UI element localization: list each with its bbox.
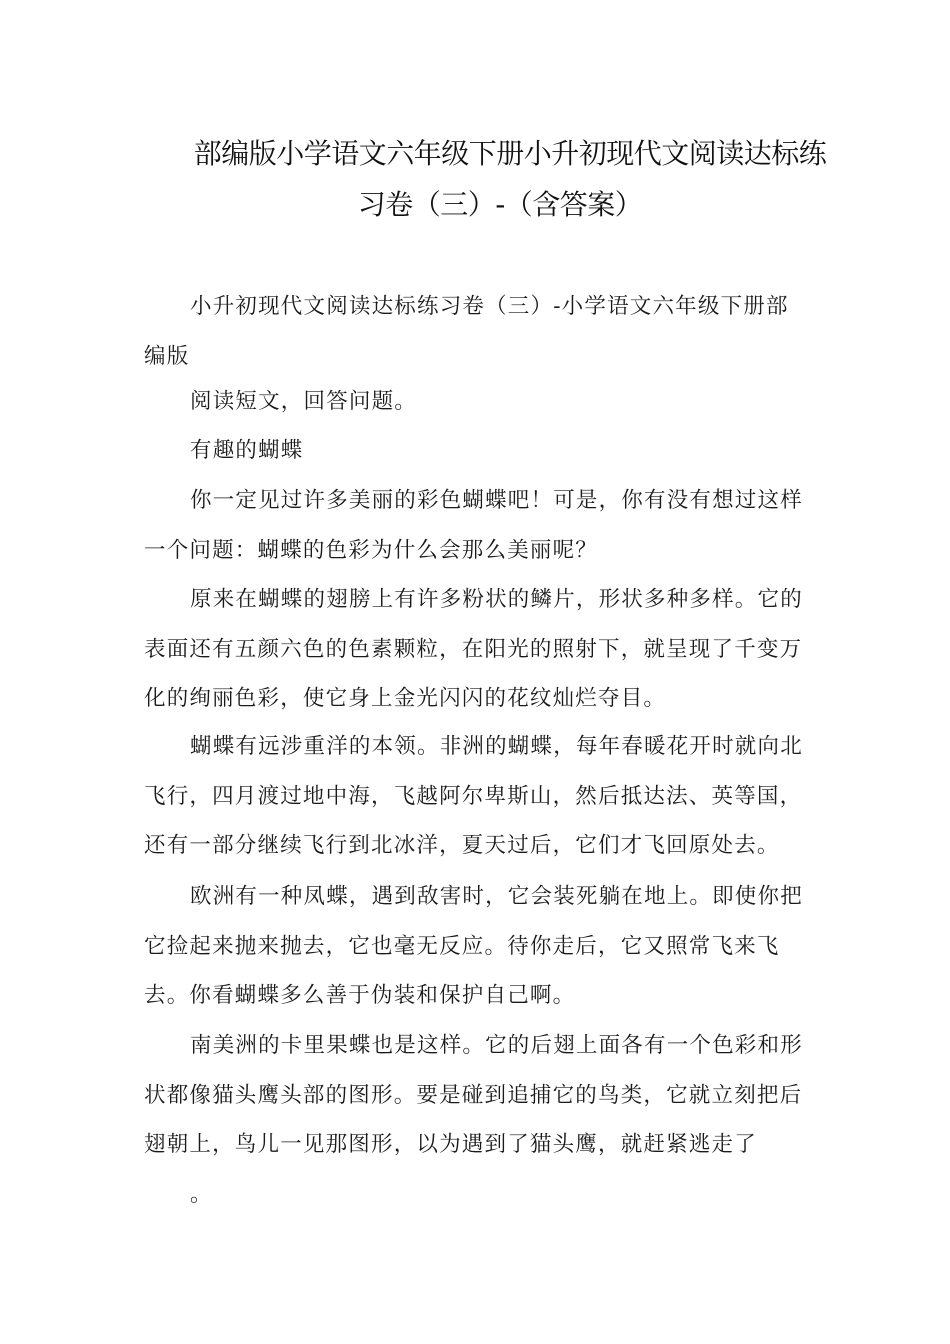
paragraph-text: 原来在蝴蝶的翅膀上有许多粉状的鳞片，形状多种多样。它的表面还有五颜六色的色素颗粒，在阳光的照射下，就呈现了千变万化的绚丽色彩，使它身上金光闪闪的花纹灿烂夺目。 <box>144 587 803 711</box>
paragraph-text: 南美洲的卡里果蝶也是这样。它的后翅上面各有一个色彩和形状都像猫头鹰头部的图形。要是碰到追捕它的鸟类，它就立刻把后翅朝上，鸟儿一见那图形，以为遇到了猫头鹰，就赶紧逃走了 <box>144 1033 803 1157</box>
paragraph-text: 。 <box>190 1182 213 1207</box>
document-title-line2: 习卷（三）-（含答案） <box>357 188 643 221</box>
body-paragraph-4 <box>144 872 809 1021</box>
body-paragraph-3 <box>144 722 809 871</box>
body-paragraph-article-title <box>144 426 809 476</box>
body-paragraph-1 <box>144 476 809 575</box>
paragraph-text: 欧洲有一种凤蝶，遇到敌害时，它会装死躺在地上。即使你把它捡起来抛来抛去，它也毫无反应。待你走后，它又照常飞来飞去。你看蝴蝶多么善于伪装和保护自己啊。 <box>144 884 803 1008</box>
document-title-line1: 部编版小学语文六年级下册小升初现代文阅读达标练 <box>193 137 827 170</box>
body-paragraph-instruction <box>144 377 809 427</box>
body-paragraph-subtitle <box>144 282 809 381</box>
body-paragraph-2 <box>144 575 809 724</box>
paragraph-text: 阅读短文，回答问题。 <box>190 389 418 414</box>
paragraph-text: 蝴蝶有远涉重洋的本领。非洲的蝴蝶，每年春暖花开时就向北飞行，四月渡过地中海，飞越阿尔卑斯山，然后抵达法、英等国，还有一部分继续飞行到北冰洋，夏天过后，它们才飞回原处去。 <box>144 734 803 858</box>
paragraph-text: 小升初现代文阅读达标练习卷（三）-小学语文六年级下册部编版 <box>144 294 789 369</box>
body-paragraph-6 <box>144 1170 809 1220</box>
paragraph-text: 你一定见过许多美丽的彩色蝴蝶吧！可是，你有没有想过这样一个问题：蝴蝶的色彩为什么会那么美丽呢？ <box>144 488 803 563</box>
paragraph-text: 有趣的蝴蝶 <box>190 438 304 463</box>
body-paragraph-5 <box>144 1021 809 1170</box>
